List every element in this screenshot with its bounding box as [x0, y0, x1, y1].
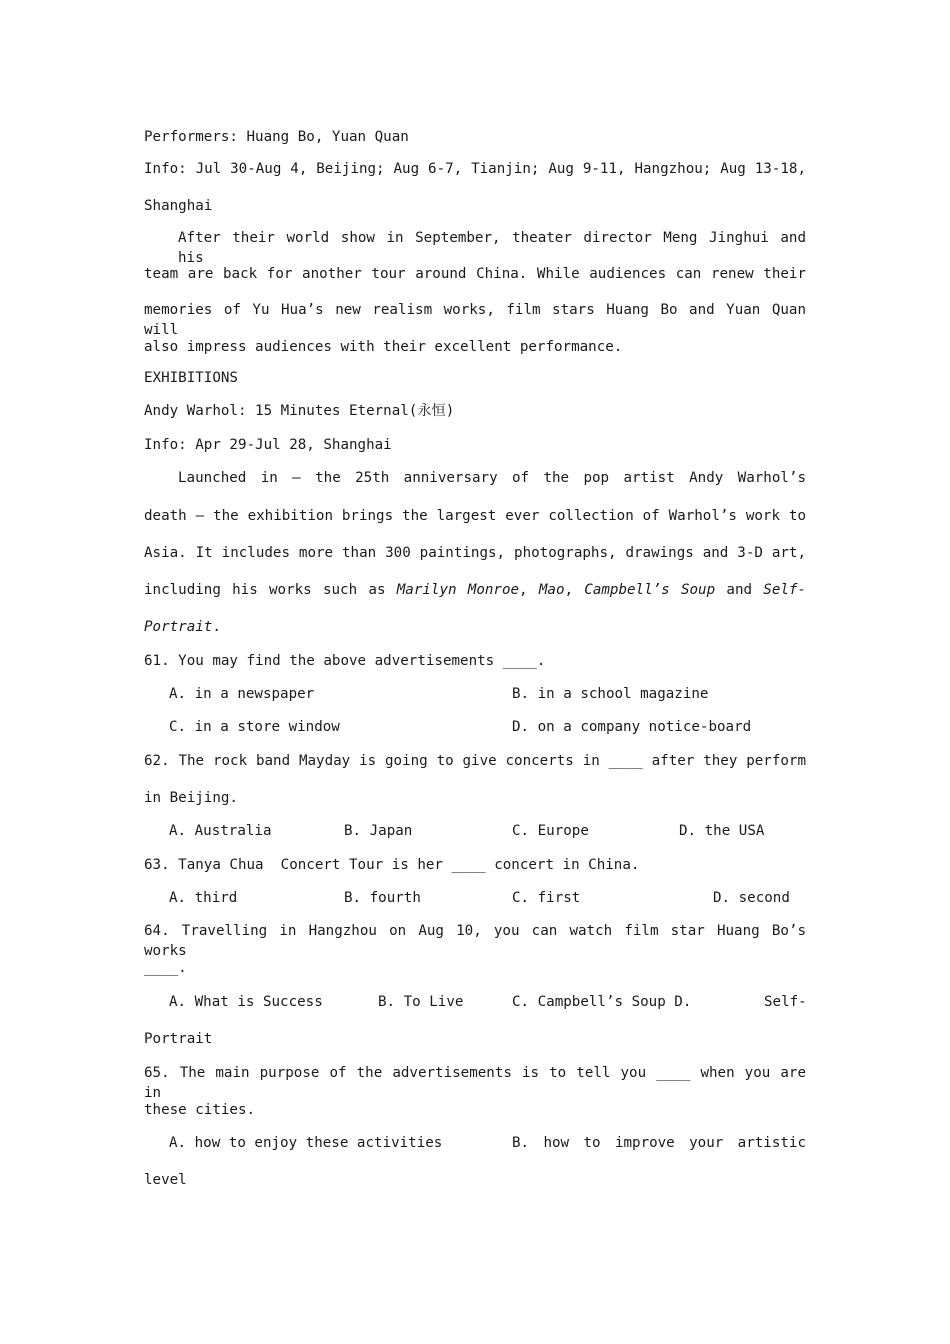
answer-option: A. What is Success	[169, 994, 323, 1010]
answer-option-cont: Portrait	[144, 1031, 213, 1047]
work-title: Mao	[538, 582, 565, 598]
answer-option: B. fourth	[344, 890, 421, 906]
info-line: Info: Jul 30-Aug 4, Beijing; Aug 6-7, Tianjin; Aug 9-11, Hangzhou; Aug 13-18,	[144, 161, 806, 177]
answer-option: C. in a store window	[169, 719, 340, 735]
answer-option: A. how to enjoy these activities	[169, 1135, 443, 1151]
document-page	[144, 0, 806, 1344]
work-title: Campbell’s Soup	[584, 582, 716, 598]
paragraph-line: memories of Yu Hua’s new realism works, film stars Huang Bo and Yuan Quan will	[144, 302, 806, 338]
work-title: Marilyn Monroe	[396, 582, 520, 598]
answer-option: B. how to improve your artistic	[512, 1135, 806, 1151]
answer-option: C. Campbell’s Soup D.	[512, 994, 692, 1010]
answer-option: A. in a newspaper	[169, 686, 315, 702]
answer-option: B. Japan	[344, 823, 413, 839]
paragraph-line: Asia. It includes more than 300 paintings, photographs, drawings and 3-D art,	[144, 545, 806, 561]
paragraph-line: Launched in — the 25th anniversary of the pop artist Andy Warhol’s	[178, 470, 806, 486]
answer-option: D. second	[713, 890, 790, 906]
question-stem-cont: ____.	[144, 960, 187, 976]
question-stem: 65. The main purpose of the advertisements is to tell you ____ when you are in	[144, 1065, 806, 1101]
paragraph-line: also impress audiences with their excellent performance.	[144, 339, 623, 355]
exhibit-info: Info: Apr 29-Jul 28, Shanghai	[144, 437, 392, 453]
answer-option: D. the USA	[679, 823, 765, 839]
question-stem: 63. Tanya Chua Concert Tour is her ____ concert in China.	[144, 857, 640, 873]
answer-option-cont: level	[144, 1172, 187, 1188]
question-stem: 61. You may find the above advertisements ____.	[144, 653, 546, 669]
answer-option: B. To Live	[378, 994, 464, 1010]
answer-option: Self-	[764, 994, 807, 1010]
work-title: Portrait	[144, 619, 213, 635]
answer-option: A. Australia	[169, 823, 272, 839]
paragraph-line: Portrait.	[144, 619, 221, 635]
answer-option: C. Europe	[512, 823, 589, 839]
paragraph-line: After their world show in September, theater director Meng Jinghui and his	[178, 230, 806, 266]
performers-line: Performers: Huang Bo, Yuan Quan	[144, 129, 409, 145]
exhibit-title: Andy Warhol: 15 Minutes Eternal(永恒)	[144, 403, 455, 419]
question-stem-cont: these cities.	[144, 1102, 256, 1118]
answer-option: A. third	[169, 890, 238, 906]
paragraph-line: death — the exhibition brings the largest ever collection of Warhol’s work to	[144, 508, 806, 524]
question-stem-cont: in Beijing.	[144, 790, 238, 806]
question-stem: 64. Travelling in Hangzhou on Aug 10, you can watch film star Huang Bo’s works	[144, 923, 806, 959]
answer-option: B. in a school magazine	[512, 686, 709, 702]
section-heading: EXHIBITIONS	[144, 370, 238, 386]
answer-option: D. on a company notice-board	[512, 719, 752, 735]
work-title: Self-	[763, 582, 807, 598]
paragraph-line: including his works such as Marilyn Monroe, Mao, Campbell’s Soup and Self-	[144, 582, 807, 598]
info-line-cont: Shanghai	[144, 198, 213, 214]
question-stem: 62. The rock band Mayday is going to give concerts in ____ after they perform	[144, 753, 806, 769]
answer-option: C. first	[512, 890, 581, 906]
paragraph-line: team are back for another tour around China. While audiences can renew their	[144, 266, 806, 282]
